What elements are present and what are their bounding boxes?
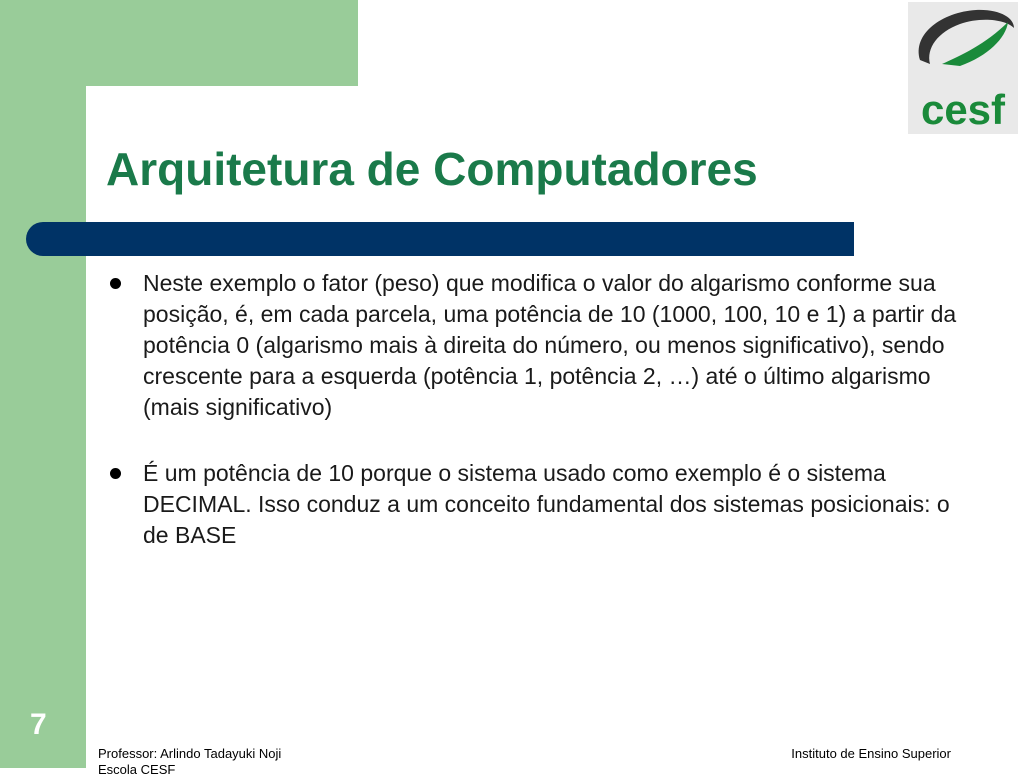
footer-left <box>98 746 328 778</box>
top-green-band <box>0 0 358 86</box>
footer-right: Instituto de Ensino Superior <box>791 746 951 761</box>
footer-school: Escola CESF <box>98 762 176 777</box>
title-underline-bar <box>26 222 854 256</box>
bullet-list <box>108 268 958 551</box>
bullet-item <box>108 458 958 551</box>
page-number: 7 <box>30 708 47 741</box>
bullet-text: Neste exemplo o fator (peso) que modifica o valor do algarismo conforme sua posição, é, em cada parcela, uma potência de 10 (1000, 100, 10 e 1) a partir da potência 0 (algarismo mais à direita do número, ou menos significativo), sendo crescente para a esquerda (potência 1, potência 2, …) até o último algarismo (mais significativo) <box>143 270 957 420</box>
bullet-icon <box>110 468 121 479</box>
bullet-text: É um potência de 10 porque o sistema usado como exemplo é o sistema DECIMAL. Isso conduz a um conceito fundamental dos sistemas posicionais: o de BASE <box>143 460 950 548</box>
slide-title: Arquitetura de Computadores <box>106 143 758 195</box>
left-green-strip <box>0 0 86 768</box>
cesf-swoosh-icon <box>908 2 1018 134</box>
bullet-item <box>108 268 958 423</box>
bullet-icon <box>110 278 121 289</box>
cesf-logo <box>908 2 1018 134</box>
svg-text:cesf: cesf <box>920 86 1006 133</box>
footer-professor: Professor: Arlindo Tadayuki Noji <box>98 746 282 761</box>
